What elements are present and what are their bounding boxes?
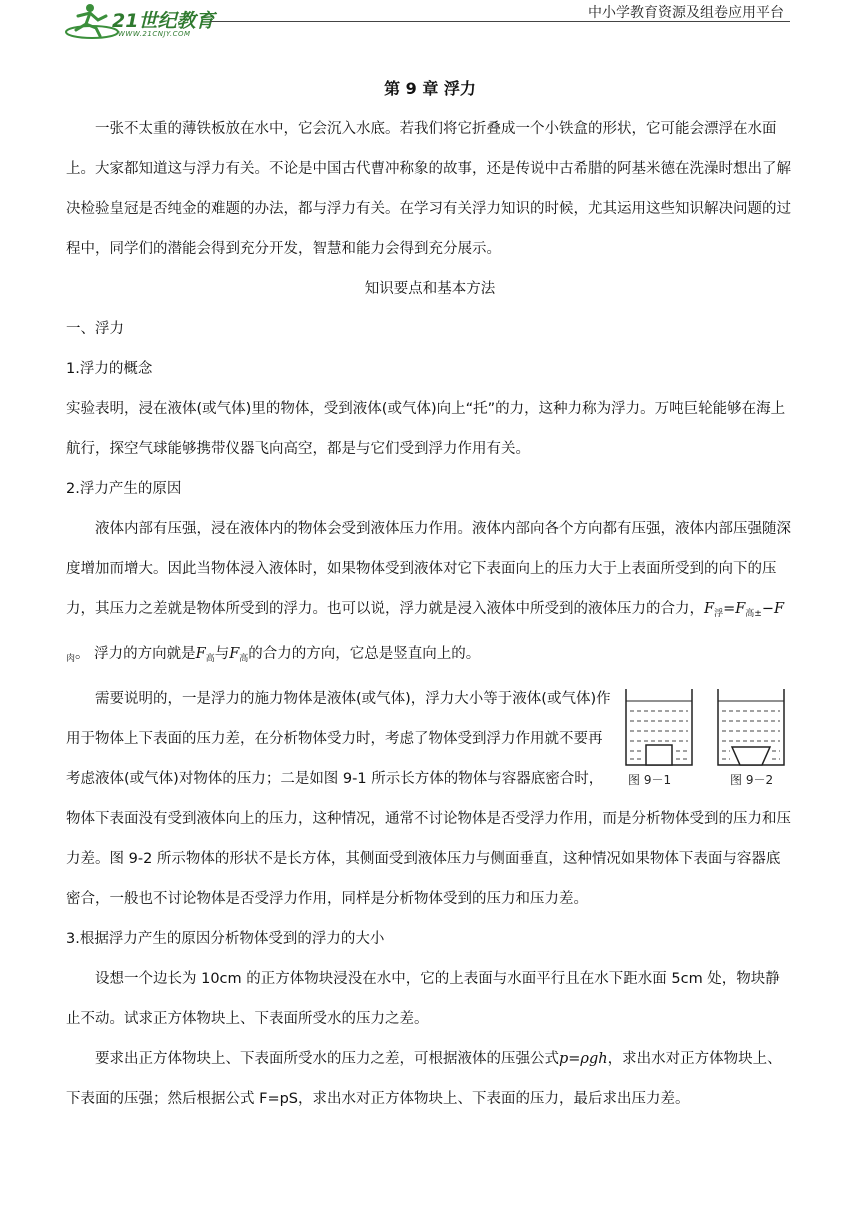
formula-operator: = xyxy=(723,601,736,617)
formula-symbol: F xyxy=(735,601,746,617)
body-text: ，求出水对正方体物块上、下表面的压强；然后根据公式 F=pS，求出水对正方体物块上、下表面的压力，最后求出压力差。 xyxy=(66,1051,782,1107)
part-heading: 一、浮力 xyxy=(66,321,124,337)
page-header xyxy=(60,0,790,46)
chapter-title: 第 9 章 浮力 xyxy=(384,79,476,98)
formula-subscript: 肉 xyxy=(66,654,76,664)
note-block xyxy=(66,679,794,919)
formula-operator: − xyxy=(761,601,774,617)
formula-subscript: 高 xyxy=(205,654,215,664)
formula-symbol: F xyxy=(704,601,715,617)
subsection-title-2: 2.浮力产生的原因 xyxy=(66,481,182,497)
body-text: 液体内部有压强，浸在液体内的物体会受到液体压力作用。液体内部向各个方向都有压强，液体内部压强随深度增加而增大。因此当物体浸入液体时，如果物体受到液体对它下表面向上的压力大于上表面所受到的向下的压力，其压力之差就是物体所受到的浮力。也可以说，浮力就是浸入液体中所受到的液体压力的合力， xyxy=(66,521,791,617)
subsection-body-2 xyxy=(66,509,794,679)
logo-url: WWW.21CNJY.COM xyxy=(118,30,191,38)
formula-subscript: 高 xyxy=(239,654,249,664)
section-heading: 知识要点和基本方法 xyxy=(364,281,496,297)
container-figure-1 xyxy=(624,687,694,767)
formula-symbol: F xyxy=(774,601,785,617)
note-paragraph: 需要说明的，一是浮力的施力物体是液体(或气体)，浮力大小等于液体(或气体)作用于物体上下表面的压力差，在分析物体受力时，考虑了物体受到浮力作用就不要再考虑液体(或气体)对物体的压力；二是如图 9-1 所示长方体的物体与容器底密合时，物体下表面没有受到液体向上的压力，这种情况，通常不讨论物体是否受浮力作用，而是分析物体受到的压力和压力差。图 9-2 所示物体的形状不是长方体，其侧面受到液体压力与侧面垂直，这种情况如果物体下表面与容器底密合，一般也不讨论物体是否受浮力作用，同样是分析物体受到的压力和压力差。 xyxy=(66,691,791,907)
subsection-title-3: 3.根据浮力产生的原因分析物体受到的浮力的大小 xyxy=(66,931,385,947)
figure-caption-2: 图 9－2 xyxy=(730,773,774,787)
logo-text: 21世纪教育 xyxy=(112,10,215,32)
document-body xyxy=(66,72,794,1119)
container-figure-2 xyxy=(716,687,786,767)
body-text: 的合力的方向，它总是竖直向上的。 xyxy=(248,646,481,662)
formula-end: 。 xyxy=(75,646,90,662)
figure-group xyxy=(624,687,794,797)
formula-subscript: 高± xyxy=(745,609,762,619)
body-text: 要求出正方体物块上、下表面所受水的压力之差，可根据液体的压强公式 xyxy=(95,1051,559,1067)
subsection-title-1: 1.浮力的概念 xyxy=(66,361,153,377)
pressure-formula: p=ρgh xyxy=(559,1051,608,1067)
problem-paragraph: 设想一个边长为 10cm 的正方体物块浸没在水中，它的上表面与水面平行且在水下距水面 5cm 处，物块静止不动。试求正方体物块上、下表面所受水的压力之差。 xyxy=(66,971,780,1027)
formula-symbol: F xyxy=(229,646,240,662)
formula-symbol: F xyxy=(195,646,206,662)
body-text: 与 xyxy=(214,646,230,662)
header-divider xyxy=(210,21,790,22)
figure-caption-1: 图 9－1 xyxy=(628,773,672,787)
formula-subscript: 浮 xyxy=(714,609,724,619)
body-text: 浮力的方向就是 xyxy=(94,646,196,662)
intro-paragraph: 一张不太重的薄铁板放在水中，它会沉入水底。若我们将它折叠成一个小铁盒的形状，它可能会漂浮在水面上。大家都知道这与浮力有关。不论是中国古代曹冲称象的故事，还是传说中古希腊的阿基米德在洗澡时想出了解决检验皇冠是否纯金的难题的办法，都与浮力有关。在学习有关浮力知识的时候，尤其运用这些知识解决问题的过程中，同学们的潜能会得到充分开发，智慧和能力会得到充分展示。 xyxy=(66,121,791,257)
platform-title: 中小学教育资源及组卷应用平台 xyxy=(588,5,784,21)
subsection-body-1: 实验表明，浸在液体(或气体)里的物体，受到液体(或气体)向上“托”的力，这种力称为浮力。万吨巨轮能够在海上航行，探空气球能够携带仪器飞向高空，都是与它们受到浮力作用有关。 xyxy=(66,401,786,457)
solution-paragraph xyxy=(66,1039,794,1119)
